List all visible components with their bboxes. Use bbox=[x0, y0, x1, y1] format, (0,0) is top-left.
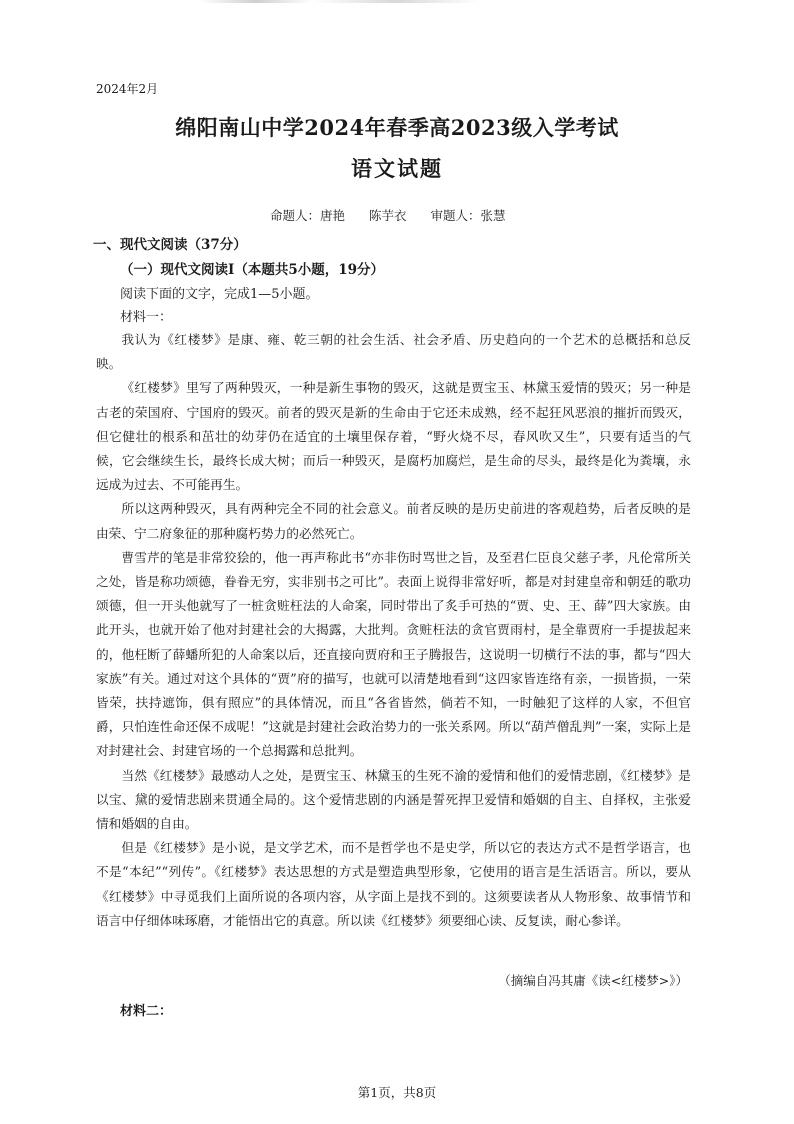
subsection-heading: （一）现代文阅读Ⅰ（本题共5小题，19分） bbox=[120, 262, 384, 278]
author-line bbox=[270, 206, 520, 224]
section-heading: 一、现代文阅读（37分） bbox=[93, 237, 247, 253]
exam-date: 2024年2月 bbox=[96, 82, 159, 96]
exam-subtitle: 语文试题 bbox=[351, 156, 443, 181]
paragraph: 当然《红楼梦》最感动人之处，是贾宝玉、林黛玉的生死不渝的爱情和他们的爱情悲剧，《红楼梦》是以宝、黛的爱情悲剧来贯通全局的。这个爱情悲剧的内涵是誓死捍卫爱情和婚姻的自主、自择权，主张爱情和婚姻的自由。 bbox=[96, 767, 691, 832]
author-reviewer: 审题人：张慧 bbox=[430, 208, 506, 223]
paragraph: 所以这两种毁灭，具有两种完全不同的社会意义。前者反映的是历史前进的客观趋势，后者反映的是由荣、宁二府象征的那种腐朽势力的必然死亡。 bbox=[96, 501, 691, 541]
material-source: （摘编自冯其庸《读<红楼梦>》） bbox=[498, 973, 688, 988]
author-setter-2: 陈芋衣 bbox=[369, 208, 407, 223]
page-number: 第1页，共8页 bbox=[357, 1085, 437, 1100]
material-1-text bbox=[96, 328, 691, 933]
material-1-label: 材料一： bbox=[120, 310, 173, 325]
exam-title: 绵阳南山中学2024年春季高2023级入学考试 bbox=[175, 115, 619, 140]
paragraph: 但是《红楼梦》是小说，是文学艺术，而不是哲学也不是史学，所以它的表达方式不是哲学语言，也不是“本纪”“列传”。《红楼梦》表达思想的方式是塑造典型形象，它使用的语言是生活语言。所以，要从《红楼梦》中寻觅我们上面所说的各项内容，从字面上是找不到的。这须要读者从人物形象、故事情节和语言中仔细体味琢磨，才能悟出它的真意。所以读《红楼梦》须要细心读、反复读，耐心参详。 bbox=[96, 840, 691, 928]
reading-instruction: 阅读下面的文字，完成1—5小题。 bbox=[120, 287, 319, 302]
material-2-label: 材料二： bbox=[120, 1004, 173, 1019]
paragraph: 曹雪芹的笔是非常狡狯的，他一再声称此书“亦非伤时骂世之旨，及至君仁臣良父慈子孝，凡伦常所关之处，皆是称功颂德，眷眷无穷，实非别书之可比”。表面上说得非常好听，都是对封建皇帝和朝廷的歌功颂德，但一开头他就写了一桩贪赃枉法的人命案，同时带出了炙手可热的“贾、史、王、薛”四大家族。由此开头，也就开始了他对封建社会的大揭露，大批判。贪赃枉法的贪官贾雨村，是全靠贾府一手提拔起来的，他枉断了薛蟠所犯的人命案以后，还直接向贾府和王子腾报告，这说明一切横行不法的事，都与“四大家族”有关。通过对这个具体的“贾”府的描写，也就可以清楚地看到“这四家皆连络有亲，一损皆损，一荣皆荣，扶持遮饰，俱有照应”的具体情况，而且“各省皆然，倘若不知，一时触犯了这样的人家，不但官爵，只怕连性命还保不成呢！”这就是封建社会政治势力的一张关系网。所以“葫芦僧乱判”一案，实际上是对封建社会、封建官场的一个总揭露和总批判。 bbox=[96, 549, 691, 759]
paragraph: 《红楼梦》里写了两种毁灭，一种是新生事物的毁灭，这就是贾宝玉、林黛玉爱情的毁灭；另一种是古老的荣国府、宁国府的毁灭。前者的毁灭是新的生命由于它还未成熟，经不起狂风恶浪的摧折而毁灭，但它健壮的根系和茁壮的幼芽仍在适宜的土壤里保存着，“野火烧不尽，春风吹又生”，只要有适当的气候，它会继续生长，最终长成大树；而后一种毁灭，是腐朽加腐烂，是生命的尽头，最终是化为粪壤，永远成为过去、不可能再生。 bbox=[96, 380, 691, 493]
author-setter-1: 命题人：唐艳 bbox=[270, 208, 346, 223]
scan-artifact bbox=[200, 0, 480, 3]
paragraph: 我认为《红楼梦》是康、雍、乾三朝的社会生活、社会矛盾、历史趋向的一个艺术的总概括和总反映。 bbox=[96, 332, 691, 372]
